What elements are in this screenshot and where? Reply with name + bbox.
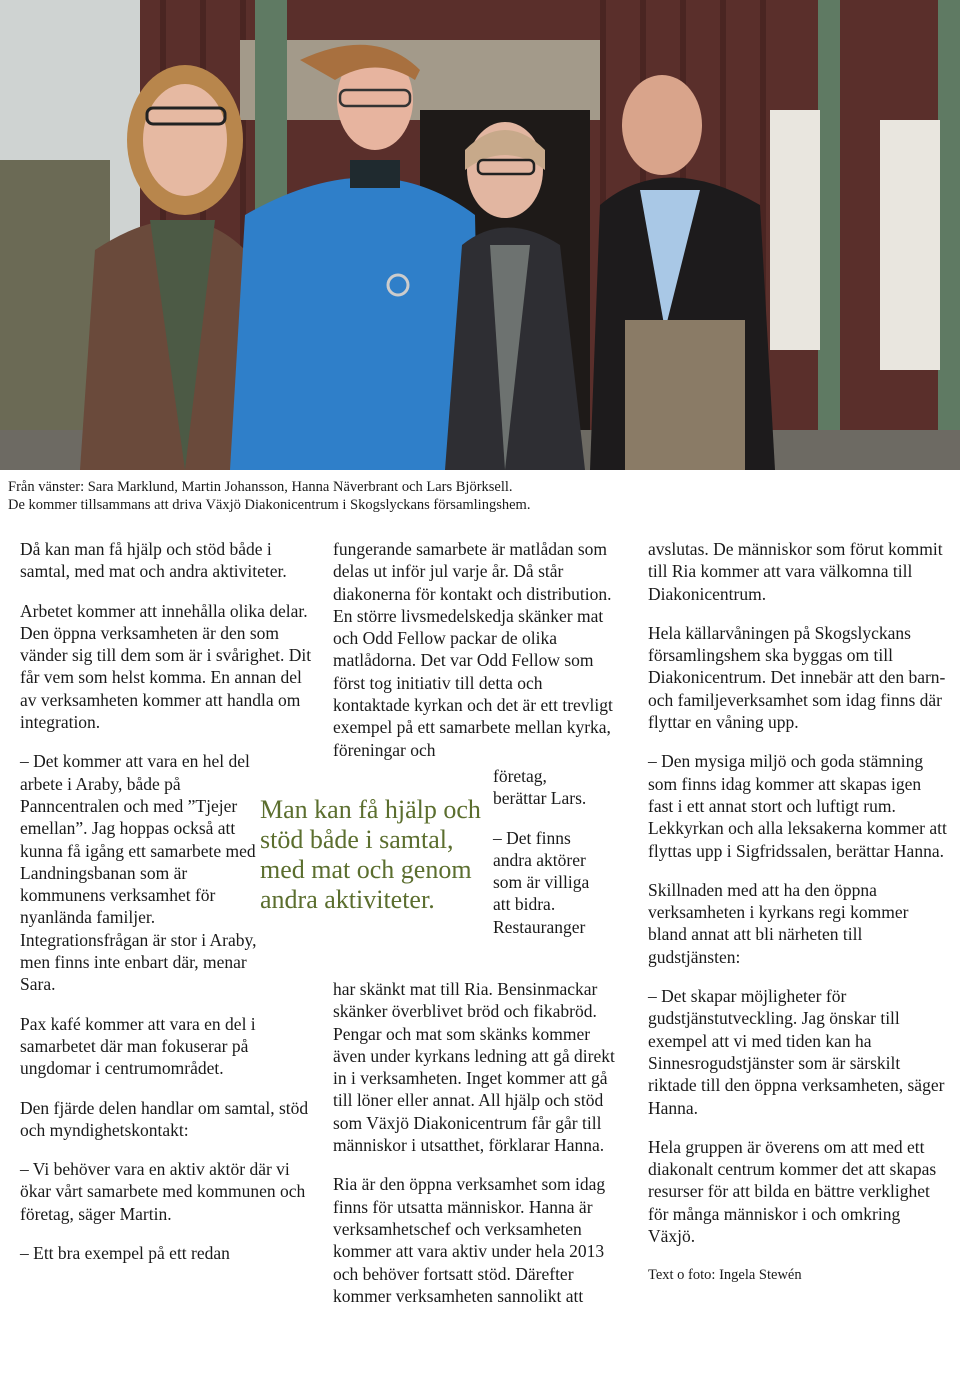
col3-paragraph-3: – Den mysiga miljö och goda stämning som finns idag kommer att skapas igen fast i ett annat stort och luftigt rum. Lekkyrkan och alla leksakerna kommer att flyttas upp i Sigfridssalen, berättar Hanna. [648,751,947,861]
col3-paragraph-4: Skillnaden med att ha den öppna verksamheten i kyrkans regi kommer bland annat att bli närheten till gudstjänsten: [648,879,909,967]
col1-paragraph-3: – Det kommer att vara en hel del arbete i Araby, både på Panncentralen och med ”Tjejer emellan”. Jag hoppas också att kunna få igång ett samarbete med Landningsbanan som är kommunens verksamhet för nyanlända familjer. Integrationsfrågan är stor i Araby, men finns inte enbart där, menar Sara. [20,751,257,995]
photo-caption [8,478,948,514]
col3-paragraph-1: avslutas. De människor som förut kommit till Ria kommer att vara välkomna till Diakonicentrum. [648,539,943,604]
col3-paragraph-5: – Det skapar möjligheter för gudstjänstutveckling. Jag önskar till exempel att vi med tiden kan ha Sinnesrogudstjänster som är särskilt riktade till den öppna verksamheten, säger Hanna. [648,986,945,1118]
col1-paragraph-2: Arbetet kommer att innehålla olika delar. Den öppna verksamheten är den som vänder sig till dem som är i svårighet. Dit får vem som helst komma. En annan del av verksamheten kommer att handla om integration. [20,600,312,733]
col1-paragraph-1: Då kan man få hjälp och stöd både i samtal, med mat och andra aktiviteter. [20,539,287,582]
col1-paragraph-5: Den fjärde delen handlar om samtal, stöd och myndighetskontakt: [20,1097,309,1140]
col2-wrap-box [493,765,601,938]
photo-credit: Text o foto: Ingela Stewén [648,1267,802,1284]
col2-wrap-2: – Det finns andra aktörer som är villiga att bidra. Restauranger [493,827,590,937]
article-column-3 [648,538,948,1304]
group-photo-illustration [0,0,960,470]
col1-paragraph-7: – Ett bra exempel på ett redan [20,1243,230,1264]
caption-line-1: Från vänster: Sara Marklund, Martin Johansson, Hanna Näverbrant och Lars Björksell. [8,479,513,495]
caption-line-2: De kommer tillsammans att driva Växjö Diakonicentrum i Skogslyckans församlingshem. [8,497,531,513]
col1-paragraph-6: – Vi behöver vara en aktiv aktör där vi ökar vårt samarbete med kommunen och företag, säger Martin. [20,1159,306,1224]
col1-paragraph-4: Pax kafé kommer att vara en del i samarbetet där man fokuserar på ungdomar i centrumområdet. [20,1013,256,1079]
article-column-2-bottom [333,978,623,1324]
col2-wrap-1: företag, berättar Lars. [493,765,587,809]
pull-quote: Man kan få hjälp och stöd både i samtal, med mat och genom andra aktiviteter. [260,795,481,914]
group-photo [0,0,960,470]
col2-paragraph-1: fungerande samarbete är matlådan som delas ut inför jul varje år. Då står diakonerna för kontakt och distribution. En större livsmedelskedja skänker mat och Odd Fellow packar de olika matlådorna. Det var Odd Fellow som först tog initiativ till detta och kontaktade kyrkan och det är ett trevligt exempel på ett samarbete mellan kyrka, föreningar och [333,539,613,760]
col2-paragraph-2: har skänkt mat till Ria. Bensinmackar skänker överblivet bröd och fikabröd. Pengar och mat som skänks kommer även under kyrkans ledning att gå direkt in i verksamheten. Inget kommer att gå till löner eller annat. All hjälp och stöd som Växjö Diakonicentrum får går till människor i utsatthet, förklarar Hanna. [333,979,615,1156]
col3-paragraph-6: Hela gruppen är överens om att med ett diakonalt centrum kommer det att skapas resurser för att bilda en bättre verklighet för många människor i och omkring Växjö. [648,1136,937,1247]
col3-paragraph-2: Hela källarvåningen på Skogslyckans församlingshem ska byggas om till Diakonicentrum. Det innebär att den barn- och familjeverksamhet som idag finns där flyttar en våning upp. [648,622,946,733]
col2-paragraph-3: Ria är den öppna verksamhet som idag finns för utsatta människor. Hanna är verksamhetschef och verksamheten kommer att vara aktiv under hela 2013 och behöver fortsatt stöd. Därefter kommer verksamheten sannolikt att [333,1174,606,1306]
